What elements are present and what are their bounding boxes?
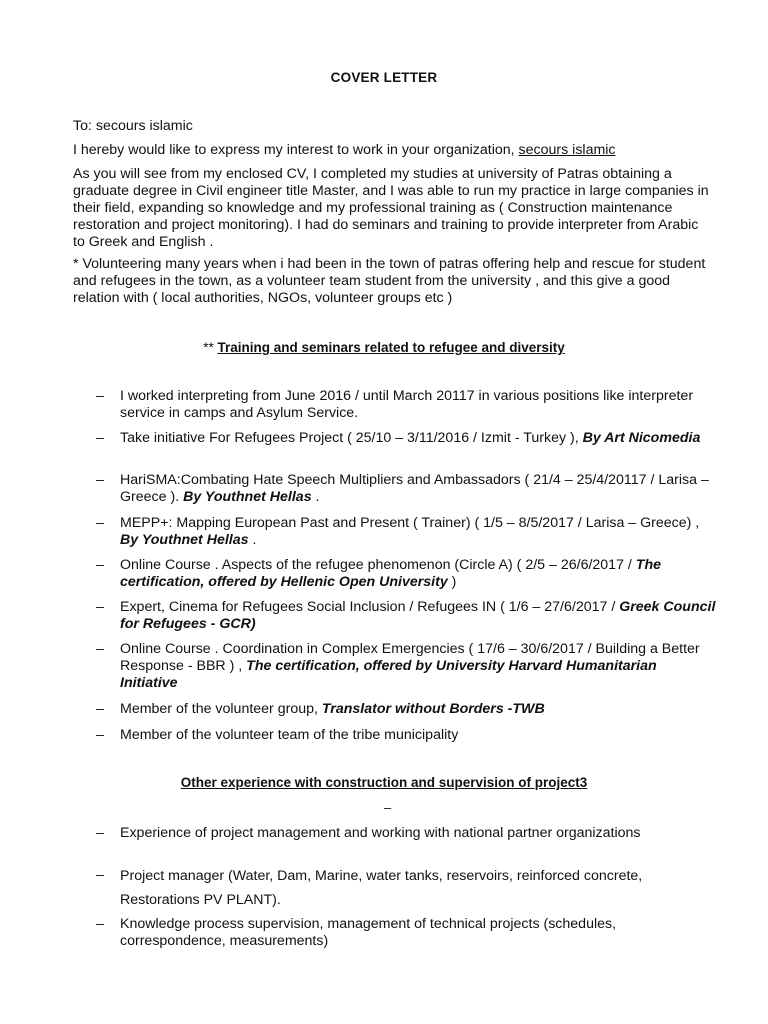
list-item	[96, 430, 716, 447]
list-item-text: HariSMA:Combating Hate Speech Multipliers and Ambassadors ( 21/4 – 25/4/20117 / Larisa – Greece ). By Youthnet Hellas .	[120, 472, 709, 505]
list-item	[96, 825, 716, 842]
list-item	[96, 867, 716, 912]
list-item	[96, 641, 716, 692]
dash-bullet: –	[96, 867, 104, 883]
list-item-text: Online Course . Coordination in Complex Emergencies ( 17/6 – 30/6/2017 / Building a Better Response - BBR ) , The certification, offered by University Harvard Humanitarian Initiative	[120, 641, 700, 691]
list-item-text: I worked interpreting from June 2016 / until March 20117 in various positions like interpreter service in camps and Asylum Service.	[120, 388, 694, 421]
dash-bullet: –	[96, 515, 104, 531]
list-item-text: Expert, Cinema for Refugees Social Inclusion / Refugees IN ( 1/6 – 27/6/2017 / Greek Council for Refugees - GCR)	[120, 599, 716, 632]
list-item	[96, 388, 716, 422]
intro-text: I hereby would like to express my interest to work in your organization,	[73, 142, 519, 158]
list-item-text: Project manager (Water, Dam, Marine, water tanks, reservoirs, reinforced concrete, Restorations PV PLANT).	[120, 868, 643, 908]
list-item-text: Online Course . Aspects of the refugee phenomenon (Circle A) ( 2/5 – 26/6/2017 / The certification, offered by Hellenic Open University )	[120, 557, 662, 590]
separator-dash: –	[384, 800, 392, 815]
dash-bullet: –	[96, 388, 104, 404]
list-item	[96, 916, 716, 950]
recipient-line: To: secours islamic	[73, 118, 193, 134]
list-item-text: Experience of project management and working with national partner organizations	[120, 825, 641, 841]
list-item-text: Knowledge process supervision, management of technical projects (schedules, correspondence, measurements)	[120, 916, 617, 949]
heading-text: Other experience with construction and supervision of project3	[180, 775, 588, 790]
studies-paragraph: As you will see from my enclosed CV, I completed my studies at university of Patras obtaining a graduate degree in Civil engineer title Master, and I was able to run my practice in large companies in their field, expanding so knowledge and my professional training as ( Construction maintenance restoration and project monitoring). I had do seminars and training to provide interpreter from Arabic to Greek and English .	[73, 166, 709, 250]
list-item	[96, 727, 716, 744]
list-item	[96, 472, 716, 506]
dash-bullet: –	[96, 472, 104, 488]
organization-name: secours islamic	[518, 142, 616, 158]
dash-bullet: –	[96, 701, 104, 717]
intro-paragraph	[73, 142, 713, 159]
dash-bullet: –	[96, 641, 104, 657]
list-item-text: Member of the volunteer group, Translator without Borders -TWB	[120, 701, 545, 717]
heading-prefix: **	[203, 340, 218, 355]
heading-text: Training and seminars related to refugee and diversity	[217, 340, 565, 355]
list-item	[96, 599, 716, 633]
experience-section-heading	[0, 774, 768, 791]
list-item	[96, 515, 716, 549]
list-item-text: Take initiative For Refugees Project ( 25/10 – 3/11/2016 / Izmit - Turkey ), By Art Nicomedia	[120, 430, 701, 446]
document-title: COVER LETTER	[330, 70, 438, 85]
volunteering-paragraph: * Volunteering many years when i had been in the town of patras offering help and rescue for student and refugees in the town, as a volunteer team student from the university , and this give a good relation with ( local authorities, NGOs, volunteer groups etc )	[73, 256, 706, 306]
list-item-text: Member of the volunteer team of the tribe municipality	[120, 727, 459, 743]
dash-bullet: –	[96, 599, 104, 615]
list-item	[96, 701, 716, 718]
list-item	[96, 557, 716, 591]
dash-bullet: –	[96, 557, 104, 573]
dash-bullet: –	[96, 825, 104, 841]
list-item-text: MEPP+: Mapping European Past and Present ( Trainer) ( 1/5 – 8/5/2017 / Larisa – Greece) , By Youthnet Hellas .	[120, 515, 700, 548]
training-section-heading	[0, 339, 768, 356]
dash-bullet: –	[96, 727, 104, 743]
dash-bullet: –	[96, 430, 104, 446]
dash-bullet: –	[96, 916, 104, 932]
